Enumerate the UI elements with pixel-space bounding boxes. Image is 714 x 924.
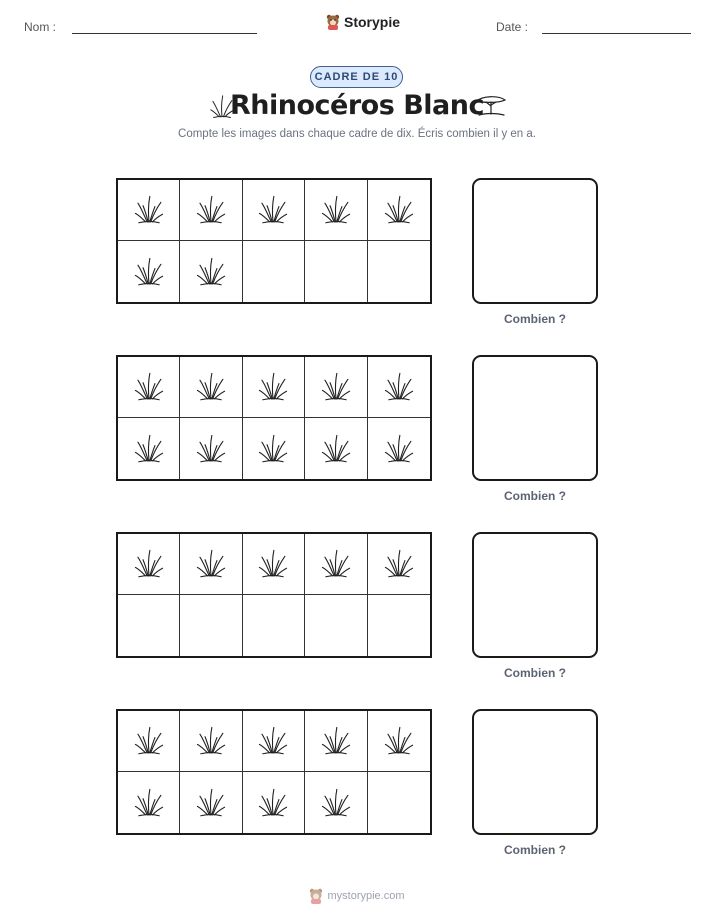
grass-icon <box>382 190 416 230</box>
ten-frame-cell <box>180 357 242 418</box>
grass-icon <box>256 367 290 407</box>
ten-frame-cell <box>305 595 367 656</box>
answer-box[interactable] <box>472 532 598 658</box>
answer-label: Combien ? <box>504 666 566 680</box>
grass-icon <box>194 544 228 584</box>
answer-box[interactable] <box>472 709 598 835</box>
name-label: Nom : <box>24 20 57 34</box>
ten-frame-cell <box>180 534 242 595</box>
answer-box[interactable] <box>472 355 598 481</box>
ten-frame <box>116 355 432 481</box>
ten-frame-cell <box>180 180 242 241</box>
ten-frame-cell <box>243 711 305 772</box>
grass-icon <box>256 721 290 761</box>
grass-icon <box>319 721 353 761</box>
ten-frame-cell <box>180 595 242 656</box>
grass-icon <box>319 544 353 584</box>
worksheet-type-badge: CADRE DE 10 <box>310 66 403 88</box>
answer-label: Combien ? <box>504 843 566 857</box>
ten-frame <box>116 532 432 658</box>
ten-frame-cell <box>180 241 242 302</box>
ten-frame-cell <box>368 534 430 595</box>
grass-icon <box>132 367 166 407</box>
ten-frame-cell <box>305 241 367 302</box>
grass-icon <box>256 190 290 230</box>
date-label: Date : <box>496 20 529 34</box>
ten-frame-cell <box>118 180 180 241</box>
grass-icon <box>132 190 166 230</box>
ten-frame-cell <box>305 711 367 772</box>
grass-icon <box>319 190 353 230</box>
ten-frame-cell <box>368 418 430 479</box>
grass-icon <box>132 429 166 469</box>
grass-icon <box>256 783 290 823</box>
ten-frame-cell <box>118 357 180 418</box>
ten-frame-cell <box>118 241 180 302</box>
grass-icon <box>382 544 416 584</box>
ten-frame-cell <box>368 241 430 302</box>
grass-icon <box>319 783 353 823</box>
date-line[interactable] <box>542 33 691 34</box>
ten-frame-cell <box>243 180 305 241</box>
grass-icon <box>319 429 353 469</box>
grass-icon <box>132 783 166 823</box>
brand-logo <box>326 14 400 30</box>
ten-frame-cell <box>180 418 242 479</box>
ten-frame-cell <box>118 534 180 595</box>
page-title: Rhinocéros Blanc <box>230 90 484 121</box>
ten-frame-cell <box>118 772 180 833</box>
ten-frame-cell <box>243 595 305 656</box>
ten-frame-cell <box>368 772 430 833</box>
ten-frame-cell <box>368 595 430 656</box>
grass-icon <box>194 429 228 469</box>
answer-box[interactable] <box>472 178 598 304</box>
grass-icon <box>382 367 416 407</box>
ten-frame-cell <box>118 711 180 772</box>
grass-icon <box>382 429 416 469</box>
footer <box>0 888 714 904</box>
ten-frame-cell <box>305 772 367 833</box>
ten-frame-cell <box>368 711 430 772</box>
footer-url: mystorypie.com <box>327 890 405 902</box>
grass-icon <box>382 721 416 761</box>
answer-label: Combien ? <box>504 489 566 503</box>
answer-label: Combien ? <box>504 312 566 326</box>
ten-frame-cell <box>118 595 180 656</box>
ten-frame-cell <box>243 534 305 595</box>
ten-frame <box>116 709 432 835</box>
ten-frame-cell <box>305 357 367 418</box>
grass-icon <box>194 252 228 292</box>
ten-frame-cell <box>180 772 242 833</box>
ten-frame-cell <box>118 418 180 479</box>
bear-mascot-icon <box>309 888 323 904</box>
ten-frame-cell <box>243 418 305 479</box>
grass-icon <box>194 721 228 761</box>
instructions: Compte les images dans chaque cadre de dix. Écris combien il y en a. <box>178 128 536 140</box>
brand-name: Storypie <box>344 14 401 30</box>
ten-frame-cell <box>243 357 305 418</box>
ten-frame-cell <box>368 180 430 241</box>
grass-icon <box>194 367 228 407</box>
ten-frame <box>116 178 432 304</box>
grass-icon <box>256 429 290 469</box>
ten-frame-cell <box>243 241 305 302</box>
grass-icon <box>194 783 228 823</box>
ten-frame-cell <box>305 534 367 595</box>
grass-icon <box>132 544 166 584</box>
ten-frame-cell <box>305 418 367 479</box>
grass-icon <box>132 252 166 292</box>
grass-icon <box>256 544 290 584</box>
bear-mascot-icon <box>326 14 340 30</box>
grass-icon <box>194 190 228 230</box>
ten-frame-cell <box>180 711 242 772</box>
name-line[interactable] <box>72 33 257 34</box>
grass-icon <box>319 367 353 407</box>
ten-frame-cell <box>368 357 430 418</box>
ten-frame-cell <box>305 180 367 241</box>
ten-frame-cell <box>243 772 305 833</box>
grass-icon <box>132 721 166 761</box>
